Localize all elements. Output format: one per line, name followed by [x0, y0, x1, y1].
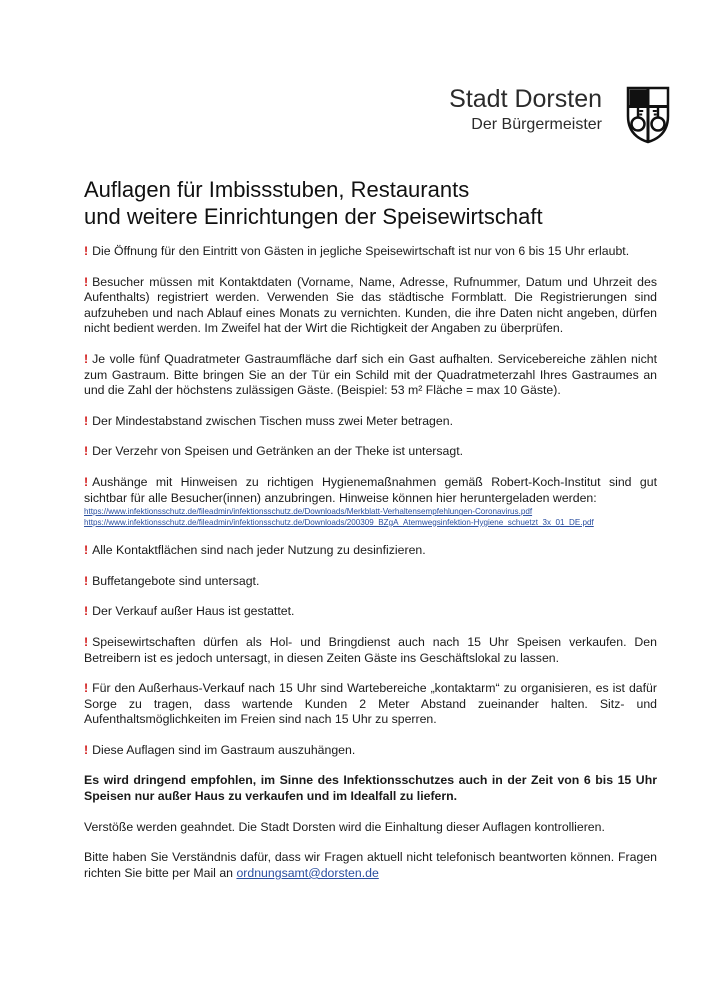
- rule-text: Speisewirtschaften dürfen als Hol- und Bringdienst auch nach 15 Uhr Speisen verkaufen. Den Betreibern ist es jedoch untersagt, in diesen Zeiten Gäste ins Geschäftslokal zu lassen.: [84, 634, 657, 665]
- warning-icon: !: [84, 351, 89, 366]
- rule-takeaway: [84, 604, 657, 620]
- contact-note: [84, 850, 657, 881]
- rule-text: Besucher müssen mit Kontaktdaten (Vorname, Name, Adresse, Rufnummer, Datum und Uhrzeit des Aufenthalts) registriert werden. Verwenden Sie das städtische Formblatt. Die Registrierungen sind aufzuheben und nach Ablauf eines Monats zu vernichten. Kunden, die ihre Daten nicht angeben, dürfen nicht bedient werden. Im Zweifel hat der Wirt die Richtigkeit der Angaben zu überprüfen.: [84, 274, 657, 336]
- rule-hygiene-notices: [84, 475, 657, 528]
- rule-text: Der Verzehr von Speisen und Getränken an der Theke ist untersagt.: [92, 444, 464, 459]
- regulations-body: [84, 244, 657, 896]
- warning-icon: !: [84, 573, 89, 588]
- download-link[interactable]: https://www.infektionsschutz.de/fileadmin/infektionsschutz.de/Downloads/200309_BZgA_Atemwegsinfektion-Hygiene_schuetzt_3x_01_DE.pdf: [84, 517, 594, 527]
- rule-disinfection: [84, 543, 657, 559]
- warning-icon: !: [84, 244, 89, 258]
- city-crest-icon: [626, 86, 670, 144]
- warning-icon: !: [84, 413, 89, 428]
- download-link[interactable]: https://www.infektionsschutz.de/fileadmin/infektionsschutz.de/Downloads/Merkblatt-Verhaltensempfehlungen-Coronavirus.pdf: [84, 507, 533, 517]
- rule-table-distance: [84, 414, 657, 430]
- warning-icon: !: [84, 444, 89, 459]
- letterhead: [440, 84, 690, 148]
- rule-waiting-areas: [84, 681, 657, 728]
- title-line-2: und weitere Einrichtungen der Speisewirtschaft: [84, 204, 543, 229]
- warning-icon: !: [84, 681, 89, 696]
- rule-text: Buffetangebote sind untersagt.: [92, 573, 260, 588]
- contact-text: Bitte haben Sie Verständnis dafür, dass wir Fragen aktuell nicht telefonisch beantworten können. Fragen richten Sie bitte per Mail an: [84, 850, 657, 880]
- recommendation: Es wird dringend empfohlen, im Sinne des Infektionsschutzes auch in der Zeit von 6 bis 15 Uhr Speisen nur außer Haus zu verkaufen und im Idealfall zu liefern.: [84, 773, 657, 804]
- city-name: Stadt Dorsten: [449, 85, 602, 113]
- rule-text: Je volle fünf Quadratmeter Gastraumfläche darf sich ein Gast aufhalten. Servicebereiche zählen nicht zum Gastraum. Bitte bringen Sie an der Tür ein Schild mit der Quadratmeterzahl Ihres Gastraumes an und die Zahl der höchstens zulässigen Gäste. (Beispiel: 53 m² Fläche = max 10 Gäste).: [84, 351, 657, 398]
- warning-icon: !: [84, 543, 89, 558]
- email-link[interactable]: ordnungsamt@dorsten.de: [236, 865, 379, 880]
- enforcement-note: Verstöße werden geahndet. Die Stadt Dorsten wird die Einhaltung dieser Auflagen kontrollieren.: [84, 819, 605, 834]
- rule-area-per-guest: [84, 352, 657, 399]
- download-links: [84, 507, 657, 528]
- title-line-1: Auflagen für Imbissstuben, Restaurants: [84, 177, 470, 202]
- rule-text: Aushänge mit Hinweisen zu richtigen Hygienemaßnahmen gemäß Robert-Koch-Institut sind gut sichtbar für alle Besucher(innen) anzubringen. Hinweise können hier heruntergeladen werden:: [84, 474, 657, 505]
- page-title: [84, 176, 664, 230]
- rule-text: Der Mindestabstand zwischen Tischen muss zwei Meter betragen.: [92, 413, 453, 428]
- rule-delivery: [84, 635, 657, 666]
- rule-text: Die Öffnung für den Eintritt von Gästen in jegliche Speisewirtschaft ist nur von 6 bis 15 Uhr erlaubt.: [92, 244, 630, 258]
- warning-icon: !: [84, 634, 89, 649]
- rule-buffet: [84, 574, 657, 590]
- rule-counter: [84, 444, 657, 460]
- rule-text: Der Verkauf außer Haus ist gestattet.: [92, 604, 295, 619]
- warning-icon: !: [84, 274, 89, 289]
- office-name: Der Bürgermeister: [471, 116, 602, 133]
- rule-opening-hours: [84, 244, 657, 260]
- warning-icon: !: [84, 742, 89, 757]
- warning-icon: !: [84, 604, 89, 619]
- rule-text: Für den Außerhaus-Verkauf nach 15 Uhr sind Wartebereiche „kontaktarm“ zu organisieren, es ist dafür Sorge zu tragen, dass wartende Kunden 2 Meter Abstand zueinander halten. Sitz- und Aufenthaltsmöglichkeiten im Freien sind nach 15 Uhr zu sperren.: [84, 681, 657, 727]
- rule-posting: [84, 743, 657, 759]
- rule-text: Diese Auflagen sind im Gastraum auszuhängen.: [92, 742, 356, 757]
- rule-text: Alle Kontaktflächen sind nach jeder Nutzung zu desinfizieren.: [92, 543, 426, 558]
- warning-icon: !: [84, 474, 89, 489]
- rule-registration: [84, 275, 657, 337]
